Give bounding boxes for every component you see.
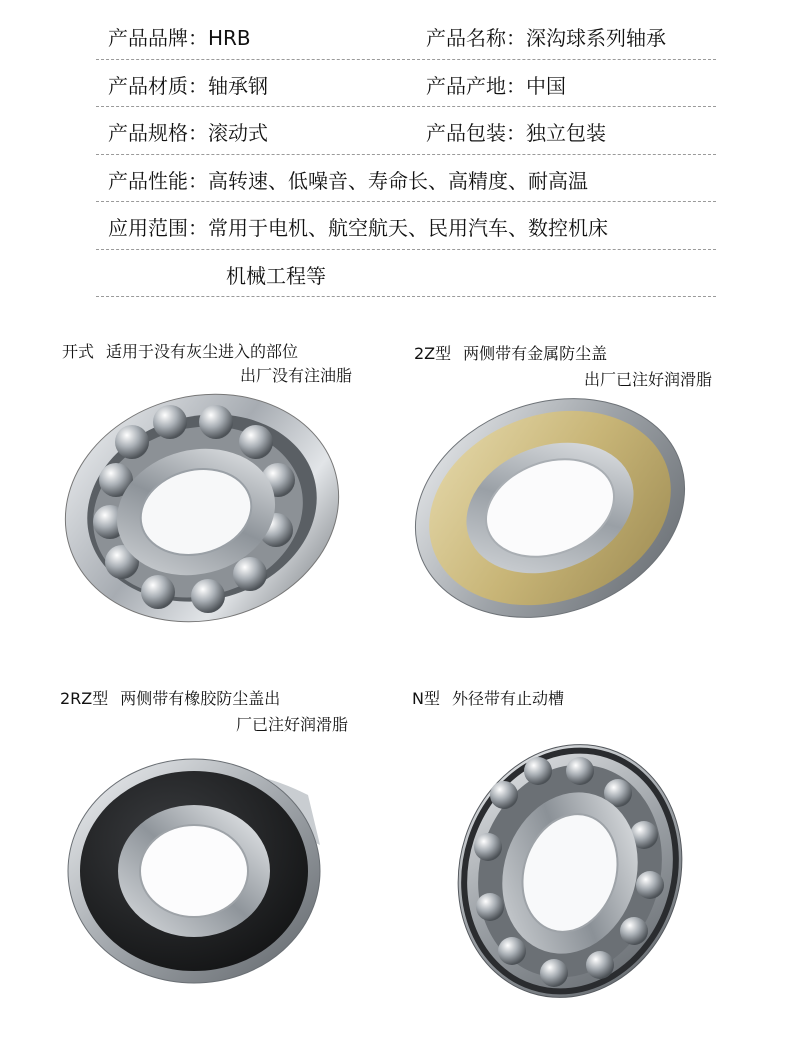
bearing-type: N型 [412, 689, 440, 708]
spec-label: 产品产地： [426, 73, 526, 98]
spec-value: 高转速、低噪音、寿命长、高精度、耐高温 [208, 168, 588, 193]
bearing-desc-line1: 适用于没有灰尘进入的部位 [106, 342, 299, 361]
spec-row [96, 155, 716, 203]
spec-application [108, 216, 608, 240]
spec-label: 产品名称： [426, 26, 526, 50]
spec-material [108, 74, 268, 98]
bearing-tile-n [400, 675, 760, 1005]
spec-label: 应用范围： [108, 216, 208, 240]
bearing-type: 2Z型 [414, 344, 452, 363]
spec-value: 滚动式 [208, 121, 268, 145]
bearing-tile-2rz [40, 675, 380, 1005]
spec-label: 产品品牌： [108, 26, 208, 50]
spec-row [96, 107, 716, 155]
spec-name [426, 26, 666, 50]
rubber-seal-bearing-image [40, 675, 380, 1005]
spec-packaging [426, 121, 606, 145]
spec-value: 中国 [526, 73, 566, 98]
spec-label: 产品规格： [108, 121, 208, 145]
open-bearing-image [40, 330, 380, 640]
bearing-type: 开式 [62, 342, 95, 361]
bearing-tile-2z [400, 330, 760, 640]
product-spec-table [96, 12, 716, 297]
bearing-desc-line2: 出厂没有注油脂 [240, 366, 353, 385]
spec-spec [108, 121, 268, 145]
spec-label: 产品性能： [108, 168, 208, 193]
spec-value: 轴承钢 [208, 73, 268, 98]
metal-shield-bearing-image [400, 330, 760, 640]
spec-application-cont: 机械工程等 [226, 263, 326, 288]
spec-label: 产品材质： [108, 73, 208, 98]
bearing-tile-open [40, 330, 380, 640]
bearing-desc-line2: 出厂已注好润滑脂 [584, 370, 713, 389]
spec-value: HRB [208, 26, 251, 50]
bearing-desc-line1: 两侧带有橡胶防尘盖出 [120, 689, 281, 708]
spec-value: 深沟球系列轴承 [526, 26, 666, 50]
spec-value: 常用于电机、航空航天、民用汽车、数控机床 [208, 216, 608, 240]
spec-row [96, 12, 716, 60]
spec-row [96, 60, 716, 108]
spec-value: 独立包装 [526, 121, 606, 145]
spec-label: 产品包装： [426, 121, 526, 145]
snap-ring-groove-bearing-image [400, 675, 760, 1005]
spec-performance [108, 169, 588, 193]
spec-brand [108, 26, 251, 50]
spec-row [96, 202, 716, 250]
bearing-type: 2RZ型 [60, 689, 109, 708]
spec-row-continued [96, 250, 716, 298]
bearing-desc-line1: 两侧带有金属防尘盖 [463, 344, 608, 363]
bearing-desc-line2: 厂已注好润滑脂 [236, 715, 349, 734]
spec-origin [426, 74, 566, 98]
bearing-desc-line1: 外径带有止动槽 [451, 689, 564, 708]
